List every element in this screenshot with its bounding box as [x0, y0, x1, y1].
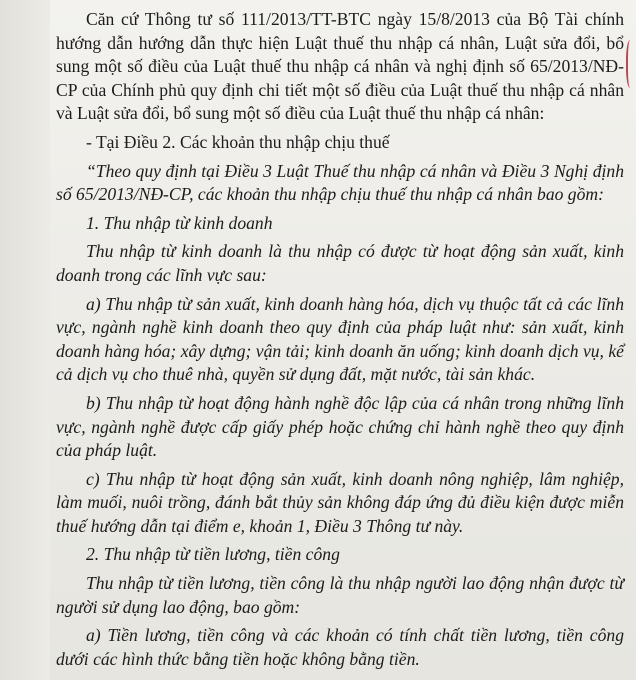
section-2-heading: 2. Thu nhập từ tiền lương, tiền công [86, 544, 340, 565]
salary-item-a-paragraph: a) Tiền lương, tiền công và các khoản có tính chất tiền lương, tiền công dưới các hình thức bằng tiền hoặc không bằng tiền. [56, 625, 624, 669]
item-b-paragraph: b) Thu nhập từ hoạt động hành nghề độc lập của cá nhân trong những lĩnh vực, ngành nghề được cấp giấy phép hoặc chứng chỉ hành nghề theo quy định của pháp luật. [56, 392, 624, 461]
item-a-paragraph: a) Thu nhập từ sản xuất, kinh doanh hàng hóa, dịch vụ thuộc tất cả các lĩnh vực, ngành nghề kinh doanh theo quy định của pháp luật như: sản xuất, kinh doanh hàng hóa; xây dựng; vận tải; kinh doanh ăn uống; kinh doanh dịch vụ, kể cả dịch vụ cho thuê nhà, quyền sử dụng đất, mặt nước, tài sản khác. [56, 293, 624, 385]
salary-income-definition: Thu nhập từ tiền lương, tiền công là thu nhập người lao động nhận được từ người sử dụng lao động, bao gồm: [56, 573, 624, 617]
quote-intro-paragraph: “Theo quy định tại Điều 3 Luật Thuế thu nhập cá nhân và Điều 3 Nghị định số 65/2013/NĐ-CP, các khoản thu nhập chịu thuế thu nhập cá nhân bao gồm: [56, 160, 624, 205]
section-1-heading: 1. Thu nhập từ kinh doanh [86, 212, 273, 233]
margin-mark [626, 40, 636, 88]
article-2-heading: - Tại Điều 2. Các khoản thu nhập chịu thuế [86, 131, 390, 152]
legal-basis-paragraph: Căn cứ Thông tư số 111/2013/TT-BTC ngày 15/8/2013 của Bộ Tài chính hướng dẫn hướng dẫn thực hiện Luật thuế thu nhập cá nhân, Luật sửa đổi, bổ sung một số điều của Luật thuế thu nhập cá nhân và nghị định số 65/2013/NĐ-CP của Chính phủ quy định chi tiết một số điều của Luật thuế thu nhập cá nhân và Luật sửa đổi, bổ sung một số điều của Luật thuế thu nhập cá nhân: [56, 9, 624, 124]
item-c-paragraph: c) Thu nhập từ hoạt động sản xuất, kinh doanh nông nghiệp, lâm nghiệp, làm muối, nuôi trồng, đánh bắt thủy sản không đáp ứng đủ điều kiện được miễn thuế hướng dẫn tại điểm e, khoản 1, Điều 3 Thông tư này. [56, 468, 624, 536]
business-income-definition: Thu nhập từ kinh doanh là thu nhập có được từ hoạt động sản xuất, kinh doanh trong các lĩnh vực sau: [56, 241, 624, 285]
